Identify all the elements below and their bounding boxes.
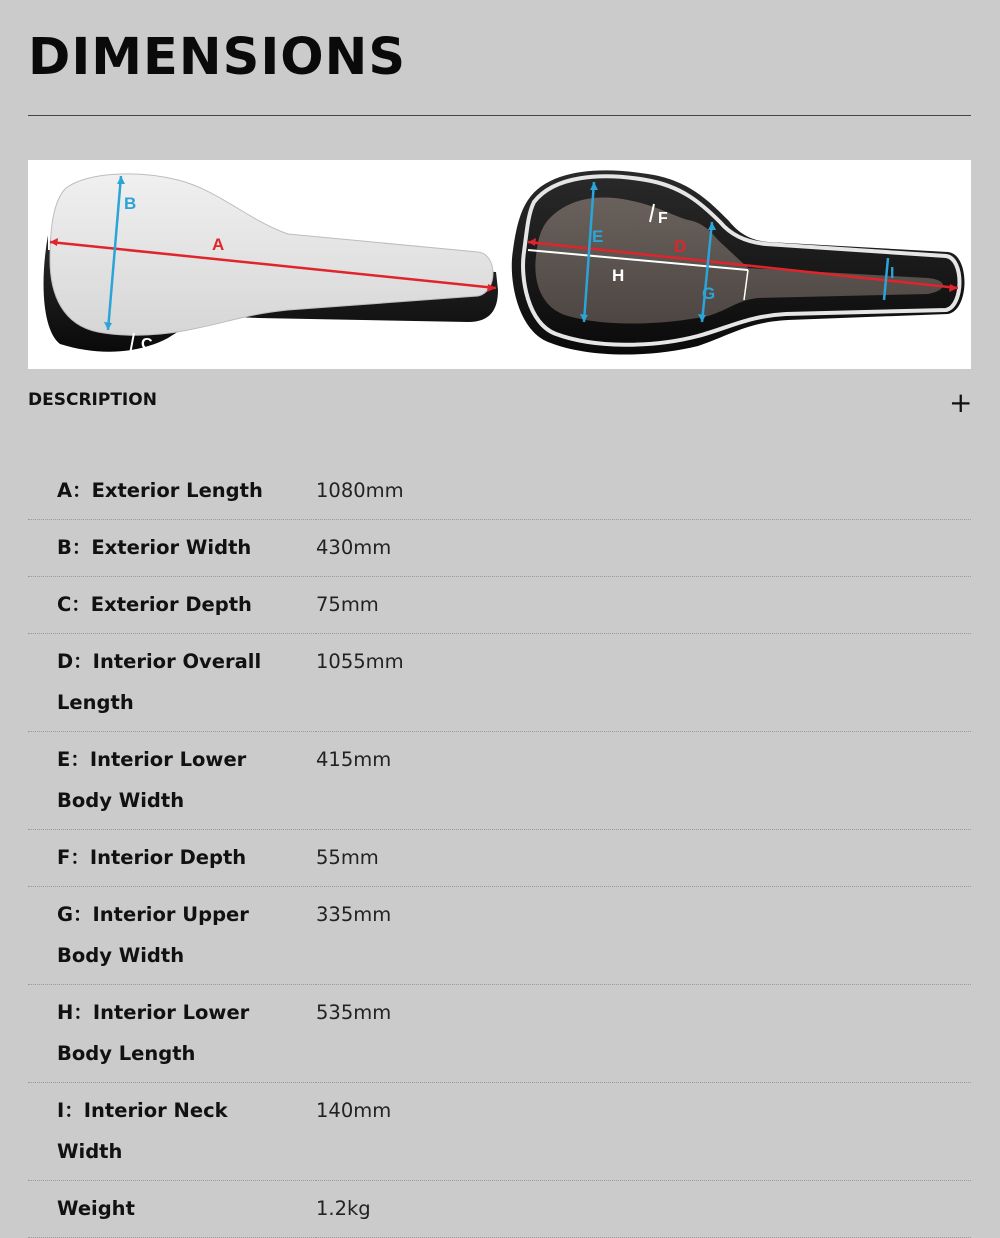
exterior-case-graphic (44, 174, 498, 354)
label-G: G (702, 284, 716, 303)
spec-row (28, 520, 971, 577)
description-label: DESCRIPTION (28, 390, 157, 410)
spec-value: 1.2kg (316, 1181, 971, 1238)
label-A: A (212, 235, 225, 254)
spec-value: 335mm (316, 887, 971, 985)
page-title: DIMENSIONS (28, 28, 407, 87)
spec-label: G：Interior Upper Body Width (28, 887, 316, 985)
spec-label: E：Interior Lower Body Width (28, 732, 316, 830)
spec-row (28, 1083, 971, 1181)
label-B: B (124, 194, 137, 213)
spec-value: 75mm (316, 577, 971, 634)
spec-label: B：Exterior Width (28, 520, 316, 577)
label-F: F (658, 210, 668, 227)
spec-label: H：Interior Lower Body Length (28, 985, 316, 1083)
label-H: H (612, 266, 625, 285)
expand-icon[interactable]: + (949, 386, 973, 419)
spec-label: I：Interior Neck Width (28, 1083, 316, 1181)
spec-row (28, 634, 971, 732)
dimension-diagram (28, 160, 971, 369)
spec-row (28, 985, 971, 1083)
spec-label: Weight (28, 1181, 316, 1238)
spec-label: A：Exterior Length (28, 463, 316, 520)
spec-value: 55mm (316, 830, 971, 887)
description-accordion-header[interactable] (28, 388, 971, 418)
label-E: E (592, 227, 604, 246)
spec-row (28, 732, 971, 830)
title-divider (28, 115, 971, 116)
spec-value: 1080mm (316, 463, 971, 520)
interior-case-graphic (512, 170, 965, 354)
label-I: I (890, 265, 895, 282)
specs-table (28, 463, 971, 1238)
spec-row (28, 887, 971, 985)
spec-row (28, 1181, 971, 1238)
spec-row (28, 577, 971, 634)
spec-value: 430mm (316, 520, 971, 577)
label-C: C (141, 336, 153, 353)
spec-value: 415mm (316, 732, 971, 830)
label-D: D (674, 237, 687, 256)
spec-value: 140mm (316, 1083, 971, 1181)
spec-value: 535mm (316, 985, 971, 1083)
spec-label: D：Interior Overall Length (28, 634, 316, 732)
spec-label: C：Exterior Depth (28, 577, 316, 634)
spec-row (28, 463, 971, 520)
spec-row (28, 830, 971, 887)
spec-value: 1055mm (316, 634, 971, 732)
spec-label: F：Interior Depth (28, 830, 316, 887)
